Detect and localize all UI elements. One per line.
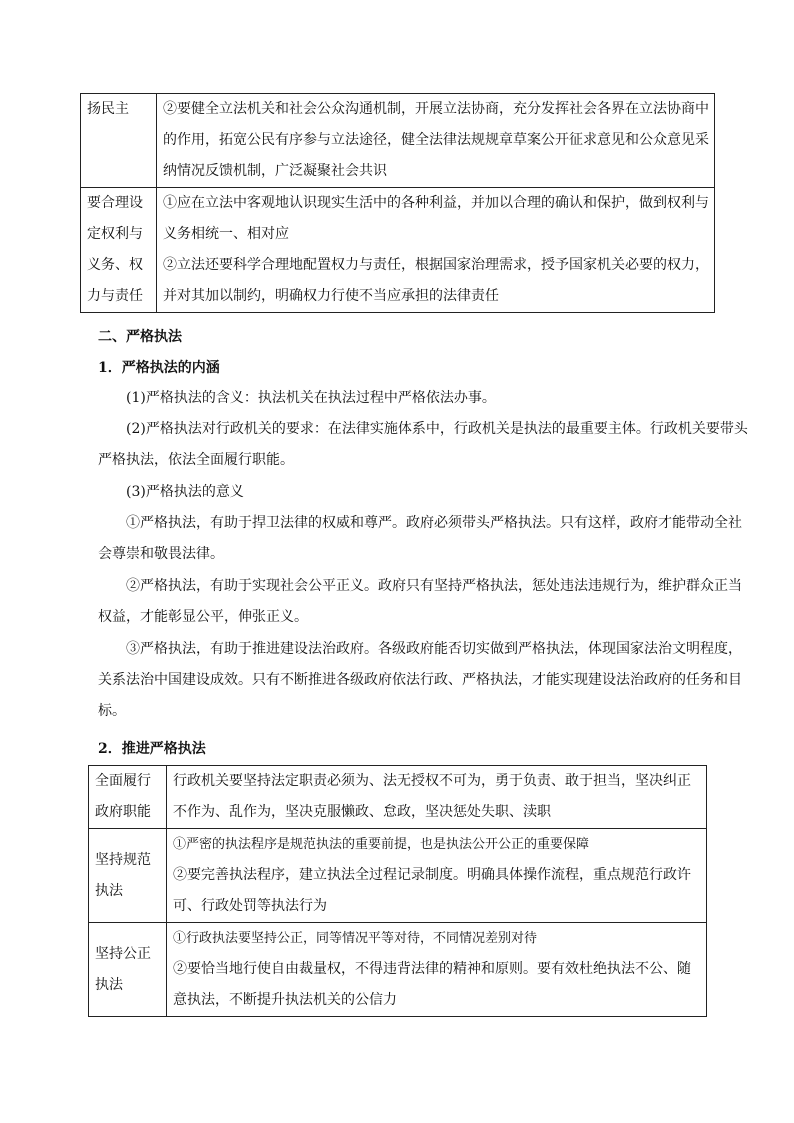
row-key-text: 执法 <box>95 882 123 899</box>
paragraph-line: 严格执法，依法全面履行职能。 <box>98 452 294 468</box>
row-content-cell <box>167 766 707 829</box>
cell-line: ①行政执法要坚持公正，同等情况平等对待，不同情况差别对待 <box>173 931 538 946</box>
table-row <box>89 829 707 923</box>
row-key-text: 义务、权 <box>87 257 143 273</box>
enforcement-table <box>88 765 707 1017</box>
paragraph-line: 会尊崇和敬畏法律。 <box>98 546 224 562</box>
subsection-title: 1．严格执法的内涵 <box>98 360 220 376</box>
cell-line: 纳情况反馈机制，广泛凝聚社会共识 <box>163 163 387 179</box>
paragraph <box>98 414 748 476</box>
cell-line: 不作为、乱作为，坚决克服懒政、怠政，坚决惩处失职、渎职 <box>173 804 551 820</box>
row-key-text: 要合理设 <box>87 195 143 211</box>
row-content-cell <box>157 188 715 313</box>
cell-line: 意执法，不断提升执法机关的公信力 <box>173 992 397 1008</box>
cell-line: ②要恰当地行使自由裁量权，不得违背法律的精神和原则。要有效杜绝执法不公、随 <box>173 961 691 977</box>
cell-line: ②要完善执法程序，建立执法全过程记录制度。明确具体操作流程，重点规范行政许 <box>173 867 691 883</box>
section-title: 二、严格执法 <box>98 329 182 345</box>
row-key-text: 政府职能 <box>95 804 151 820</box>
row-content-cell <box>157 94 715 188</box>
row-key-text: 坚持规范 <box>95 851 151 868</box>
row-key-cell <box>81 188 157 313</box>
paragraph-line: 权益，才能彰显公平，伸张正义。 <box>98 609 308 625</box>
row-key-cell <box>89 766 167 829</box>
row-content-cell <box>167 923 707 1017</box>
paragraph: (3)严格执法的意义 <box>126 484 244 500</box>
row-key-text: 执法 <box>95 976 123 993</box>
row-key-text: 定权利与 <box>87 226 143 242</box>
cell-line: ①严密的执法程序是规范执法的重要前提，也是执法公开公正的重要保障 <box>173 837 590 852</box>
paragraph-line: (2)严格执法对行政机关的要求：在法律实施体系中，行政机关是执法的最重要主体。行政机关要带头 <box>126 421 748 437</box>
paragraph <box>98 571 742 633</box>
table-row <box>89 923 707 1017</box>
row-key-text: 扬民主 <box>87 101 129 117</box>
cell-line: 行政机关要坚持法定职责必须为、法无授权不可为，勇于负责、敢于担当，坚决纠正 <box>173 773 691 789</box>
subsection-title: 2．推进严格执法 <box>98 741 206 757</box>
cell-line: ②立法还要科学合理地配置权力与责任，根据国家治理需求，授予国家机关必要的权力， <box>163 257 709 273</box>
row-content-cell <box>167 829 707 923</box>
cell-line: ①应在立法中客观地认识现实生活中的各种利益，并加以合理的确认和保护，做到权利与 <box>163 195 709 211</box>
paragraph-line: ①严格执法，有助于捍卫法律的权威和尊严。政府必须带头严格执法。只有这样，政府才能带动全社 <box>126 515 742 531</box>
row-key-cell <box>81 94 157 188</box>
paragraph <box>98 508 742 570</box>
paragraph-line: 标。 <box>98 703 126 719</box>
cell-line: 并对其加以制约，明确权力行使不当应承担的法律责任 <box>163 288 499 304</box>
cell-line: ②要健全立法机关和社会公众沟通机制，开展立法协商，充分发挥社会各界在立法协商中 <box>163 101 709 117</box>
table-row <box>89 766 707 829</box>
cell-line: 义务相统一、相对应 <box>163 226 289 242</box>
row-key-cell <box>89 923 167 1017</box>
paragraph-line: 关系法治中国建设成效。只有不断推进各级政府依法行政、严格执法，才能实现建设法治政府的任务和目 <box>98 672 742 688</box>
cell-line: 可、行政处罚等执法行为 <box>173 898 327 914</box>
paragraph: (1)严格执法的含义：执法机关在执法过程中严格依法办事。 <box>126 390 496 406</box>
row-key-text: 坚持公正 <box>95 945 151 962</box>
legislation-table <box>80 93 715 313</box>
paragraph-line: ②严格执法，有助于实现社会公平正义。政府只有坚持严格执法，惩处违法违规行为，维护群众正当 <box>126 578 742 594</box>
row-key-text: 力与责任 <box>87 288 143 304</box>
paragraph <box>98 634 742 727</box>
table-row <box>81 188 715 313</box>
cell-line: 的作用，拓宽公民有序参与立法途径，健全法律法规规章草案公开征求意见和公众意见采 <box>163 132 709 148</box>
table-row <box>81 94 715 188</box>
row-key-cell <box>89 829 167 923</box>
row-key-text: 全面履行 <box>95 773 151 789</box>
paragraph-line: ③严格执法，有助于推进建设法治政府。各级政府能否切实做到严格执法，体现国家法治文明程度， <box>126 641 742 657</box>
